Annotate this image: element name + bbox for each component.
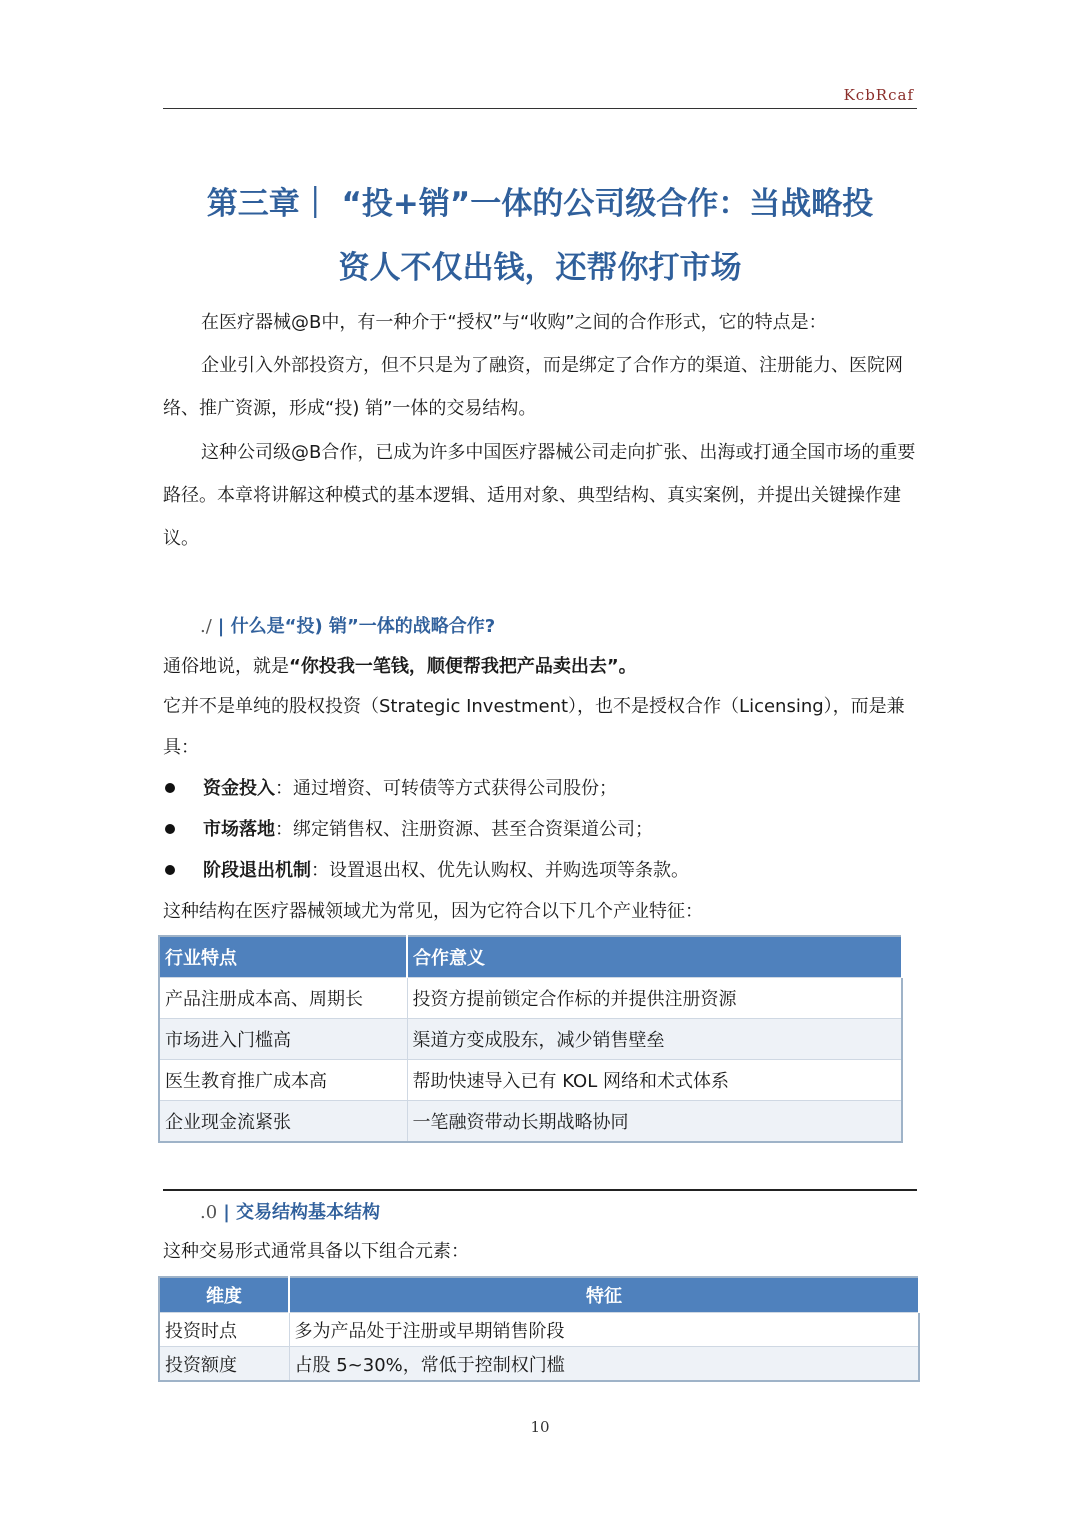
table-row <box>159 1101 902 1143</box>
table-cell: 投资方提前锁定合作标的并提供注册资源 <box>407 978 902 1019</box>
section-2-heading <box>200 1198 380 1224</box>
table-row <box>159 1313 919 1347</box>
page-number: 10 <box>530 1418 550 1436</box>
table-cell: 渠道方变成股东，减少销售壁垒 <box>407 1019 902 1060</box>
table-cell: 一笔融资带动长期战略协同 <box>407 1101 902 1143</box>
table-cell: 占股 5~30%，常低于控制权门槛 <box>289 1347 919 1382</box>
structure-elements-table <box>158 1276 920 1382</box>
section-2-number: .0 <box>200 1202 218 1223</box>
table-header-row <box>159 936 902 978</box>
table-row <box>159 1347 919 1382</box>
table-cell: 企业现金流紧张 <box>159 1101 407 1143</box>
chapter-title <box>163 172 917 300</box>
section-1-line-1-prefix: 通俗地说，就是 <box>163 656 289 677</box>
bullet-item <box>163 768 617 809</box>
section-divider <box>163 1189 917 1191</box>
table-header-row <box>159 1277 919 1313</box>
section-1-line-1 <box>163 645 917 688</box>
table-cell: 投资额度 <box>159 1347 289 1382</box>
section-2-title: | 交易结构基本结构 <box>223 1202 381 1223</box>
table-row <box>159 1019 902 1060</box>
table-header-cell: 合作意义 <box>407 936 902 978</box>
bullet-text: ：设置退出权、优先认购权、并购选项等条款。 <box>311 860 689 881</box>
table-row <box>159 978 902 1019</box>
section-1-heading <box>200 612 495 638</box>
intro-paragraph-2: 企业引入外部投资方，但不只是为了融资，而是绑定了合作方的渠道、注册能力、医院网络、推广资源，形成“投) 销”一体的交易结构。 <box>163 355 903 419</box>
bullet-dot-icon <box>165 865 175 875</box>
section-2-line-1: 这种交易形式通常具备以下组合元素： <box>163 1241 469 1262</box>
table-header-cell: 维度 <box>159 1277 289 1313</box>
section-1-title: | 什么是“投) 销”一体的战略合作? <box>217 616 496 637</box>
table-cell: 投资时点 <box>159 1313 289 1347</box>
table-cell: 医生教育推广成本高 <box>159 1060 407 1101</box>
bullet-label: 阶段退出机制 <box>203 860 311 881</box>
bullet-text: ：通过增资、可转债等方式获得公司股份； <box>275 778 617 799</box>
table-cell: 帮助快速导入已有 KOL 网络和术式体系 <box>407 1060 902 1101</box>
industry-features-table <box>158 935 903 1143</box>
bullet-dot-icon <box>165 824 175 834</box>
bullet-item <box>163 850 689 891</box>
intro-paragraph-1: 在医疗器械@B中，有一种介于“授权”与“收购”之间的合作形式，它的特点是： <box>201 312 827 333</box>
intro-paragraph-3: 这种公司级@B合作，已成为许多中国医疗器械公司走向扩张、出海或打通全国市场的重要路径。本章将讲解这种模式的基本逻辑、适用对象、典型结构、真实案例，并提出关键操作建议。 <box>163 442 916 549</box>
bullet-label: 资金投入 <box>203 778 275 799</box>
header-rule <box>163 108 917 109</box>
bullet-dot-icon <box>165 783 175 793</box>
section-1-line-2: 它并不是单纯的股权投资（Strategic Investment），也不是授权合作（Licensing），而是兼具： <box>163 696 905 758</box>
section-1-number: ./ <box>200 616 212 637</box>
section-1-line-3: 这种结构在医疗器械领域尤为常见，因为它符合以下几个产业特征： <box>163 901 703 922</box>
chapter-title-line-2: 资人不仅出钱，还帮你打市场 <box>338 250 742 286</box>
chapter-title-line-1: 第三章｜ “投+销”一体的公司级合作：当战略投 <box>206 186 874 222</box>
bullet-label: 市场落地 <box>203 819 275 840</box>
bullet-text: ：绑定销售权、注册资源、甚至合资渠道公司； <box>275 819 653 840</box>
table-header-cell: 特征 <box>289 1277 919 1313</box>
header-brand: KcbRcaf <box>843 86 914 104</box>
bullet-item <box>163 809 653 850</box>
table-cell: 产品注册成本高、周期长 <box>159 978 407 1019</box>
table-cell: 多为产品处于注册或早期销售阶段 <box>289 1313 919 1347</box>
section-1-line-1-bold: “你投我一笔钱，顺便帮我把产品卖出去”。 <box>289 656 637 677</box>
table-header-cell: 行业特点 <box>159 936 407 978</box>
table-cell: 市场进入门槛高 <box>159 1019 407 1060</box>
table-row <box>159 1060 902 1101</box>
